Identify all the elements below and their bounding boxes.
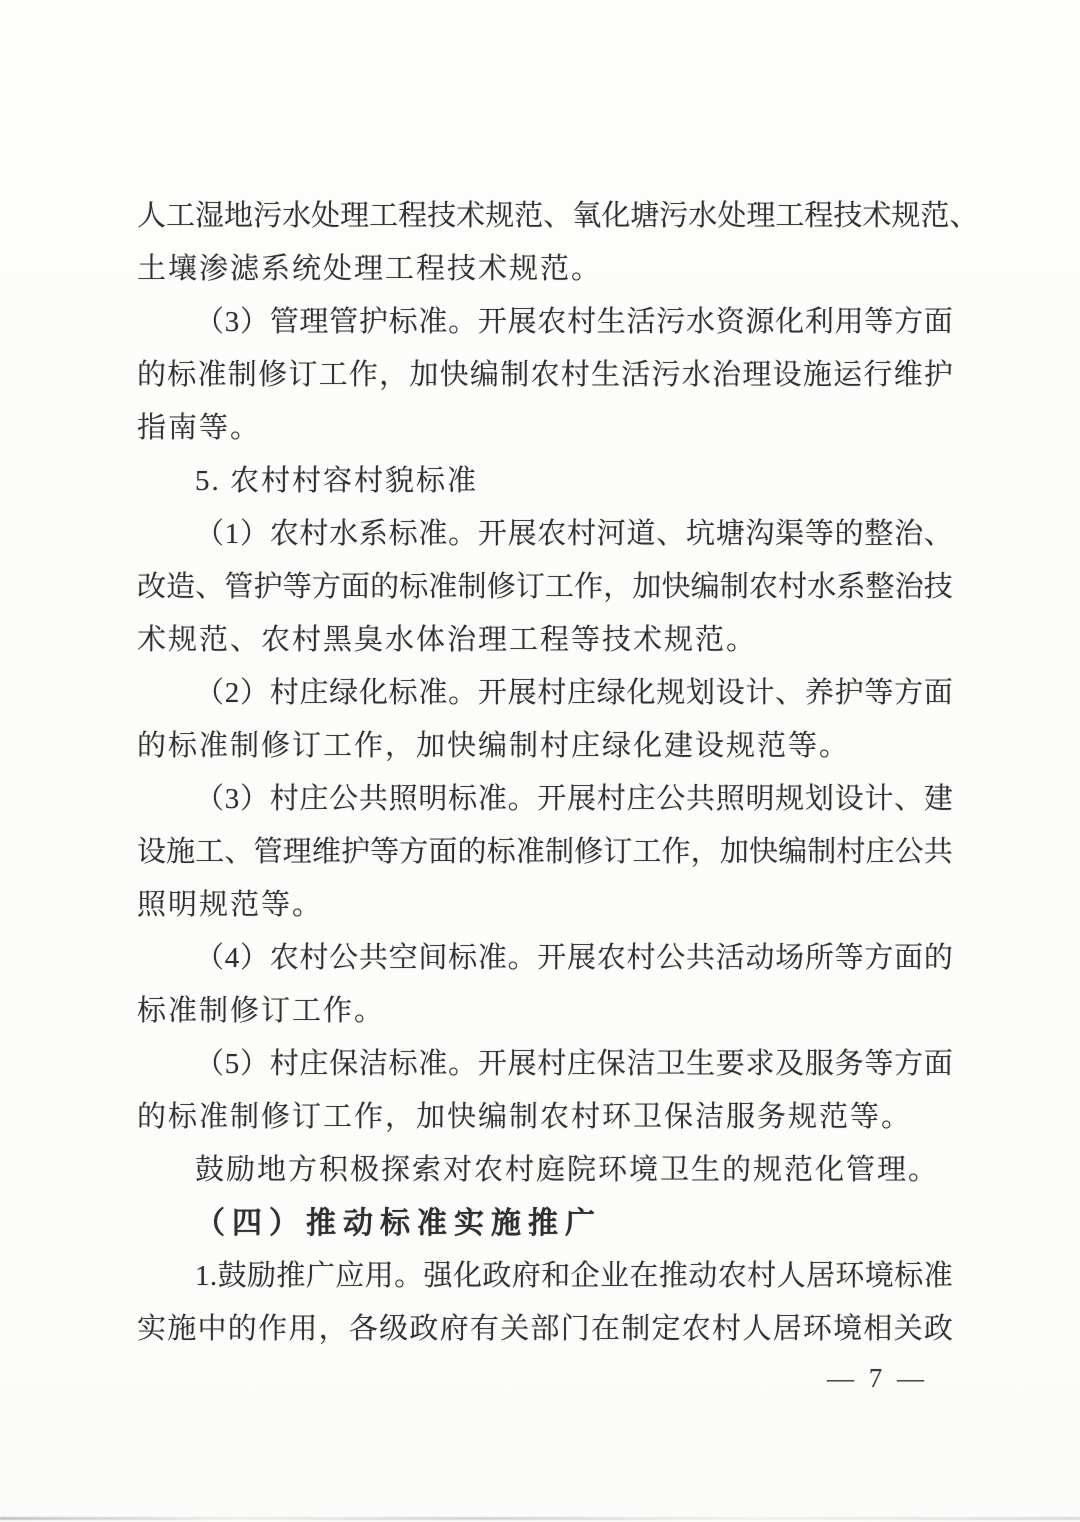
text-line: 鼓励地方积极探索对农村庭院环境卫生的规范化管理。 xyxy=(195,1154,940,1186)
section-heading: （四）推动标准实施推广 xyxy=(195,1207,602,1240)
text-line: （ 3 ） 管 理 管 护 标 准 。 开 展 农 村 生 活 污 水 资 源 化 利 用 等 方 面 xyxy=(195,306,953,338)
text-line: 的 标 准 制 修 订 工 作 ， 加 快 编 制 农 村 生 活 污 水 治 理 设 施 运 行 维 护 xyxy=(137,359,953,391)
text-line: 指南等。 xyxy=(137,412,262,444)
text-line: 实 施 中 的 作 用 ， 各 级 政 府 有 关 部 门 在 制 定 农 村 人 居 环 境 相 关 政 xyxy=(137,1313,953,1345)
text-line: 标准制修订工作。 xyxy=(137,995,386,1027)
text-line: 人 工 湿 地 污 水 处 理 工 程 技 术 规 范 、 氧 化 塘 污 水 处 理 工 程 技 术 规 范 、 xyxy=(137,200,979,232)
text-line: 1 . 鼓 励 推 广 应 用 。 强 化 政 府 和 企 业 在 推 动 农 村 人 居 环 境 标 准 xyxy=(195,1260,953,1292)
text-line: （ 5 ） 村 庄 保 洁 标 准 。 开 展 村 庄 保 洁 卫 生 要 求 及 服 务 等 方 面 xyxy=(195,1048,953,1080)
text-line: 5. 农村村容村貌标准 xyxy=(195,465,479,497)
text-line: （ 2 ） 村 庄 绿 化 标 准 。 开 展 村 庄 绿 化 规 划 设 计 、 养 护 等 方 面 xyxy=(195,677,953,709)
text-line: 的标准制修订工作，加快编制农村环卫保洁服务规范等。 xyxy=(137,1101,913,1133)
page-number: — 7 — xyxy=(827,1363,928,1393)
text-line: （ 1 ） 农 村 水 系 标 准 。 开 展 农 村 河 道 、 坑 塘 沟 渠 等 的 整 治 、 xyxy=(195,518,953,550)
scan-edge-artifact xyxy=(0,1517,1080,1520)
document-body xyxy=(137,190,979,1356)
text-line: （ 3 ） 村 庄 公 共 照 明 标 准 。 开 展 村 庄 公 共 照 明 规 划 设 计 、 建 xyxy=(195,783,953,815)
text-line: 照明规范等。 xyxy=(137,889,324,921)
text-line: （ 4 ） 农 村 公 共 空 间 标 准 。 开 展 农 村 公 共 活 动 场 所 等 方 面 的 xyxy=(195,942,953,974)
text-line: 改 造 、 管 护 等 方 面 的 标 准 制 修 订 工 作 ， 加 快 编 制 农 村 水 系 整 治 技 xyxy=(137,571,953,603)
text-line: 的标准制修订工作，加快编制村庄绿化建设规范等。 xyxy=(137,730,851,762)
text-line: 设 施 工 、 管 理 维 护 等 方 面 的 标 准 制 修 订 工 作 ， 加 快 编 制 村 庄 公 共 xyxy=(137,836,953,868)
text-line: 术规范、农村黑臭水体治理工程等技术规范。 xyxy=(137,624,758,656)
text-line: 土壤渗滤系统处理工程技术规范。 xyxy=(137,253,603,285)
